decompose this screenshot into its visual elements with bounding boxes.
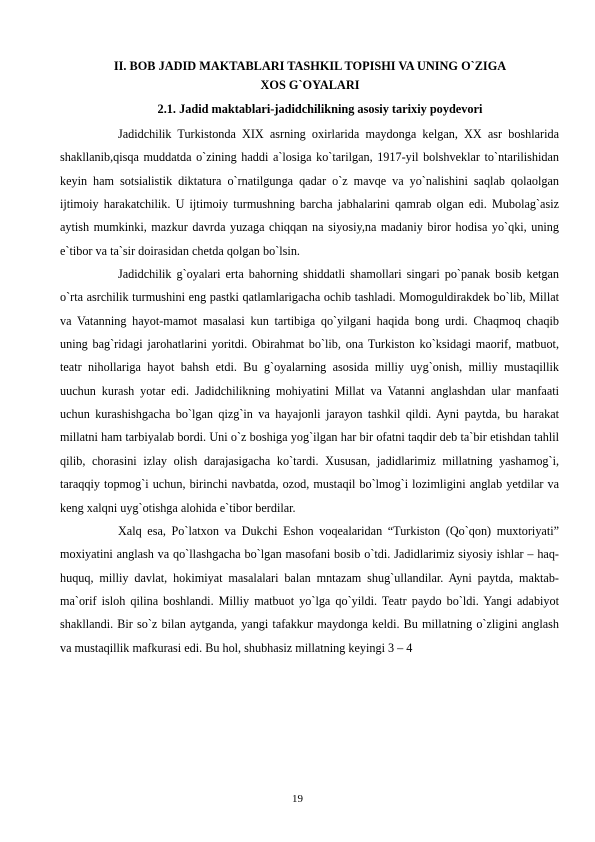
body-text xyxy=(60,123,559,660)
chapter-title-line-1: II. BOB JADID MAKTABLARI TASHKIL TOPISHI VA UNING O`ZIGA xyxy=(113,59,507,73)
chapter-title xyxy=(60,57,560,95)
paragraph-2: Jadidchilik g`oyalari erta bahorning shiddatli shamollari singari po`panak bosib ketgan o`rta asrchilik turmushini eng pastki qatlamlarigacha ochib tashladi. Momoguldirakdek bo`lib, Millat va Vatanning hayot-mamot masalasi kun tartibiga qo`yilgani haqida bong urdi. Chaqmoq chaqib uning bag`ridagi jarohatlarini yoritdi. Obirahmat bo`lib, ona Turkiston ko`ksidagi maorif, matbuot, teatr nihollariga hayot bahsh etdi. Bu g`oyalarning asosida milliy uyg`onish, milliy mustaqillik uuchun kurash yotar edi. Jadidchilikning mohiyatini Millat va Vatanni anglashdan ular manfaati uchun kurashishgacha bo`lgan qizg`in va hayajonli jarayon tashkil qildi. Ayni paytda, bu harakat millatni ham tarbiyalab bordi. Uni o`z boshiga yog`ilgan har bir ofatni taqdir deb ta`bir etishdan tahlil qilib, chorasini izlay olish darajasigacha ko`tardi. Xususan, jadidlarimiz millatning yashamog`i, taraqqiy topmog`i uchun, birinchi navbatda, ozod, mustaqil bo`lmog`i lozimligini anglab yetdilar va keng xalqni uyg`otishga alohida e`tibor berdilar. xyxy=(60,267,559,515)
chapter-title-line-2: XOS G`OYALARI xyxy=(260,78,360,92)
paragraph-1: Jadidchilik Turkistonda XIX asrning oxirlarida maydonga kelgan, XX asr boshlarida shakllanib,qisqa muddatda o`zining haddi a`losiga ko`tarilgan, 1917-yil bolshveklar to`ntarilishidan keyin ham sotsialistik diktatura o`rnatilgunga qadar o`z mavqe va yo`nalishini saqlab qolaolgan ijtimoiy harakatchilik. U ijtimoiy turmushning barcha jabhalarini qamrab olgan edi. Mubolag`asiz aytish mumkinki, mazkur davrda yuzaga chiqqan na siyosiy,na madaniy biror hodisa yo`qki, uning e`tibor va ta`sir doirasidan chetda qolgan bo`lsin. xyxy=(60,127,559,258)
paragraph-3: Xalq esa, Po`latxon va Dukchi Eshon voqealaridan “Turkiston (Qo`qon) muxtoriyati” moxiyatini anglash va qo`llashgacha bo`lgan masofani bosib o`tdi. Jadidlarimiz siyosiy ishlar – haq-huquq, milliy davlat, hokimiyat masalalari balan mntazam shug`ullandilar. Ayni paytda, maktab-ma`orif isloh qilina boshlandi. Milliy matbuot yo`lga qo`yildi. Teatr paydo bo`ldi. Yangi adabiyot shakllandi. Bir so`z bilan aytganda, yangi tafakkur maydonga keldi. Bu millatning o`zligini anglash va mustaqillik mafkurasi edi. Bu hol, shubhasiz millatning keyingi 3 – 4 xyxy=(60,523,559,655)
page-number: 19 xyxy=(292,793,303,805)
section-title: 2.1. Jadid maktablari-jadidchilikning asosiy tarixiy poydevori xyxy=(157,102,483,116)
